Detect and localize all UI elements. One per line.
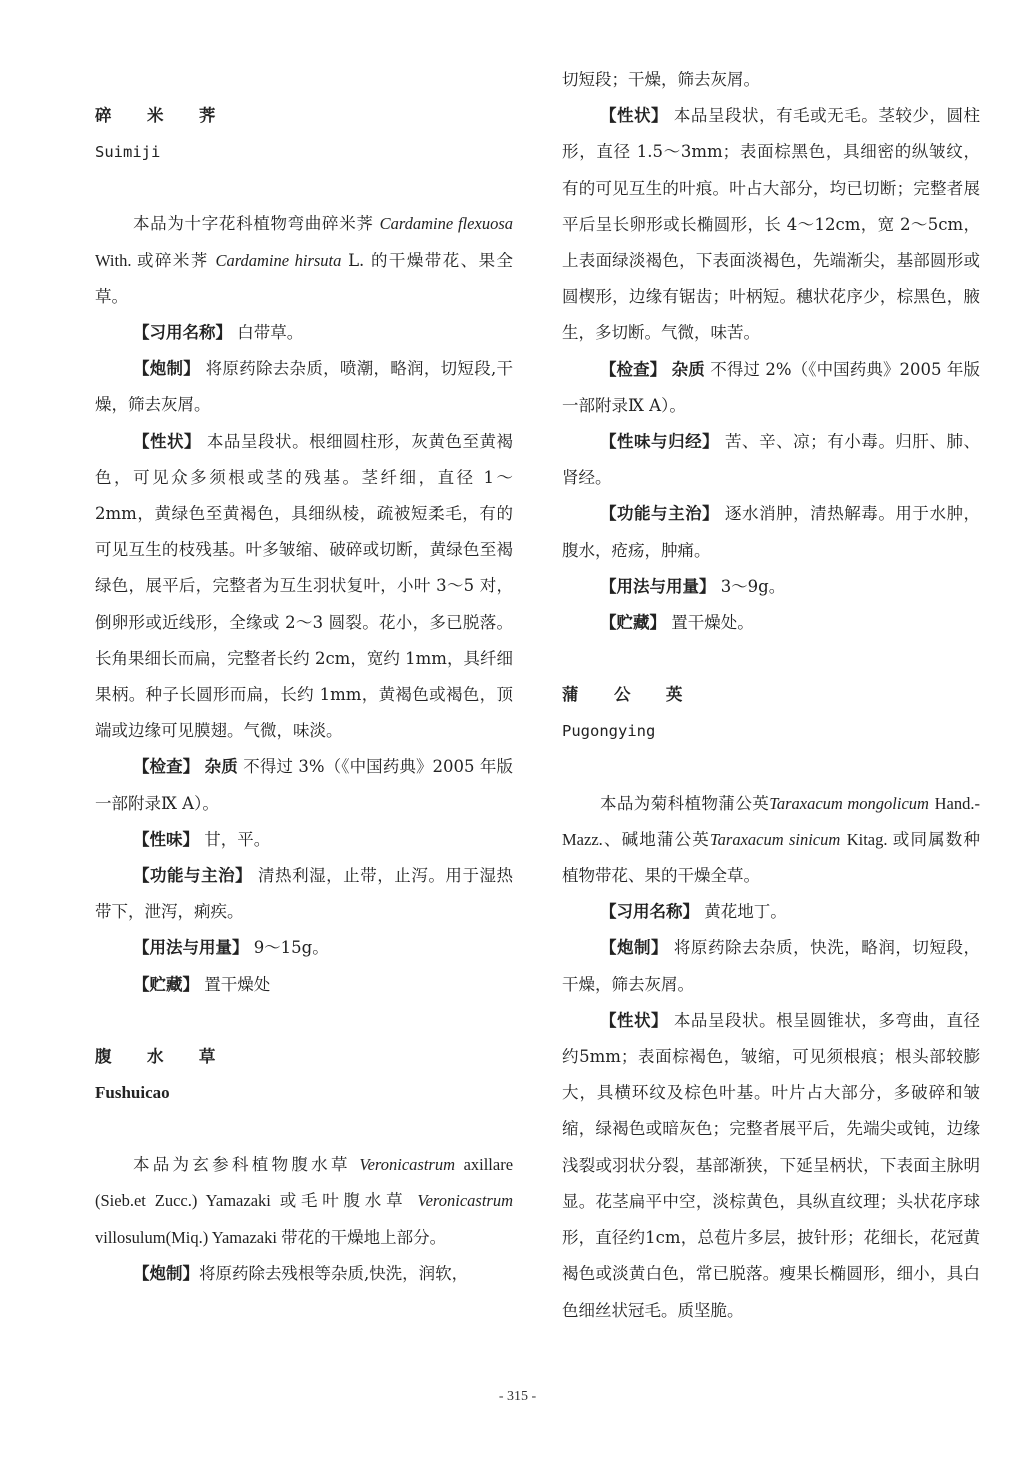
section-text: 3～9g。 bbox=[720, 576, 786, 596]
section-text: 不得过 3%（《中国药典》2005 年版一部附录Ⅸ A）。 bbox=[95, 757, 513, 813]
section-label: 【炮制】 bbox=[132, 359, 201, 379]
taste-paragraph bbox=[95, 822, 513, 858]
latin-name: Veronicastrum bbox=[359, 1155, 455, 1175]
source-text: 本品为十字花科植物弯曲碎米荠 bbox=[132, 214, 374, 234]
processing-paragraph bbox=[95, 1256, 513, 1292]
function-paragraph bbox=[562, 496, 980, 568]
processing-paragraph bbox=[562, 930, 980, 1002]
section-label: 【炮制】 bbox=[599, 938, 669, 958]
usage-paragraph bbox=[95, 930, 513, 966]
section-label: 【性味】 bbox=[132, 829, 199, 849]
section-text: 将原药除去杂质，快洗，略润，切短段，干燥，筛去灰屑。 bbox=[562, 938, 981, 994]
section-label: 【功能与主治】 bbox=[599, 504, 720, 524]
latin-name: Cardamine flexuosa bbox=[379, 214, 514, 234]
section-label: 【检查】 bbox=[599, 359, 667, 379]
section-text: 本品呈段状。根细圆柱形，灰黄色至黄褐色，可见众多须根或茎的残基。茎纤细，直径 1～2mm，黄绿色至黄褐色，具细纵棱，疏被短柔毛，有的可见互生的枝残基。叶多皱缩、破碎或切断，黄绿色至褐绿色，展平后，完整者为互生羽状复叶，小叶 3～5 对，倒卵形或近线形，全缘或 2～3 圆裂。花小，多已脱落。长角果细长而扁，完整者长约 2cm，宽约 1mm，具纤细果柄。种子长圆形而扁，长约 1mm，黄褐色或褐色，顶端或边缘可见膜翅。气微，味淡。 bbox=[95, 431, 514, 741]
sub-label: 杂质 bbox=[671, 359, 705, 379]
section-text: 置干燥处 bbox=[204, 974, 271, 994]
processing-paragraph bbox=[95, 351, 513, 423]
source-text: axillare (Sieb.et Zucc.) Yamazaki 或毛叶腹水草 bbox=[95, 1155, 514, 1211]
latin-name: Taraxacum sinicum bbox=[710, 829, 841, 849]
latin-name: Taraxacum mongolicum bbox=[769, 793, 929, 813]
section-label: 【功能与主治】 bbox=[132, 866, 253, 886]
characteristics-paragraph bbox=[95, 424, 513, 750]
section-label: 【性状】 bbox=[132, 431, 202, 451]
source-text: 本品为玄参科植物腹水草 bbox=[132, 1155, 351, 1175]
processing-continuation: 切短段；干燥，筛去灰屑。 bbox=[562, 70, 760, 89]
section-text: 白带草。 bbox=[237, 323, 304, 343]
inspection-paragraph bbox=[562, 352, 980, 424]
inspection-paragraph bbox=[95, 749, 513, 821]
section-label: 【贮藏】 bbox=[132, 974, 199, 994]
section-text: 黄花地丁。 bbox=[704, 902, 787, 922]
section-text: 9～15g。 bbox=[253, 938, 329, 958]
entry-pinyin-fushuicao: Fushuicao bbox=[95, 1083, 170, 1103]
section-label: 【习用名称】 bbox=[132, 323, 232, 343]
page-number: - 315 - bbox=[498, 1389, 537, 1404]
source-paragraph bbox=[95, 206, 513, 315]
entry-title-pugongying: 蒲 公 英 bbox=[562, 685, 698, 705]
section-text: 逐水消肿，清热解毒。用于水肿，腹水，疮疡，肿痛。 bbox=[562, 504, 981, 560]
source-text: L. 的干燥带花、果全草。 bbox=[95, 250, 514, 306]
section-label: 【性状】 bbox=[599, 106, 669, 126]
section-label: 【炮制】 bbox=[132, 1263, 199, 1283]
source-text: Kitag. 或同属数种植物带花、果的干燥全草。 bbox=[562, 829, 980, 886]
latin-name: Veronicastrum bbox=[417, 1191, 513, 1211]
storage-paragraph bbox=[562, 605, 980, 641]
section-text: 将原药除去残根等杂质,快洗，润软， bbox=[198, 1263, 469, 1283]
section-text: 不得过 2%（《中国药典》2005 年版一部附录Ⅸ A）。 bbox=[562, 359, 980, 415]
alias-paragraph bbox=[562, 894, 980, 930]
section-label: 【用法与用量】 bbox=[132, 938, 249, 958]
source-paragraph bbox=[95, 1147, 513, 1256]
section-text: 清热利湿，止带，止泻。用于湿热带下，泄泻，痢疾。 bbox=[95, 866, 514, 922]
characteristics-paragraph bbox=[562, 98, 980, 351]
right-column bbox=[562, 62, 980, 1329]
storage-paragraph bbox=[95, 967, 513, 1003]
section-label: 【习用名称】 bbox=[599, 902, 699, 922]
section-text: 将原药除去杂质，喷潮，略润，切短段,干燥，筛去灰屑。 bbox=[95, 359, 514, 415]
sub-label: 杂质 bbox=[204, 757, 238, 777]
function-paragraph bbox=[95, 858, 513, 930]
section-label: 【检查】 bbox=[132, 757, 200, 777]
entry-pinyin-suimiji: Suimiji bbox=[95, 143, 161, 162]
source-text: With. 或碎米荠 bbox=[95, 250, 209, 270]
section-text: 苦、辛、凉；有小毒。归肝、肺、肾经。 bbox=[562, 432, 981, 488]
taste-meridian-paragraph bbox=[562, 424, 980, 496]
usage-paragraph bbox=[562, 569, 980, 605]
alias-paragraph bbox=[95, 315, 513, 351]
entry-pinyin-pugongying: Pugongying bbox=[562, 722, 656, 741]
source-text: 本品为菊科植物蒲公英 bbox=[599, 793, 770, 813]
section-label: 【性状】 bbox=[599, 1010, 669, 1030]
section-label: 【用法与用量】 bbox=[599, 576, 716, 596]
source-text: Hand.-Mazz.、碱地蒲公英 bbox=[562, 793, 980, 849]
entry-title-suimiji: 碎 米 荠 bbox=[95, 106, 231, 125]
source-paragraph bbox=[562, 786, 980, 895]
section-text: 甘，平。 bbox=[204, 829, 271, 849]
section-text: 置干燥处。 bbox=[671, 613, 754, 633]
left-column bbox=[95, 62, 513, 1292]
section-label: 【贮藏】 bbox=[599, 613, 666, 633]
source-text: villosulum(Miq.) Yamazaki 带花的干燥地上部分。 bbox=[95, 1227, 447, 1247]
characteristics-paragraph bbox=[562, 1003, 980, 1329]
section-text: 本品呈段状，有毛或无毛。茎较少，圆柱形，直径 1.5～3mm；表面棕黑色，具细密的纵皱纹，有的可见互生的叶痕。叶占大部分，均已切断；完整者展平后呈长卵形或长椭圆形，长 4～12cm，宽 2～5cm，上表面绿淡褐色，下表面淡褐色，先端渐尖，基部圆形或圆楔形，边缘有锯齿；叶柄短。穗状花序少，棕黑色，腋生，多切断。气微，味苦。 bbox=[562, 106, 981, 343]
section-label: 【性味与归经】 bbox=[599, 432, 720, 452]
latin-name: Cardamine hirsuta bbox=[215, 250, 342, 270]
entry-title-fushuicao: 腹 水 草 bbox=[95, 1046, 231, 1066]
section-text: 本品呈段状。根呈圆锥状，多弯曲，直径约5mm；表面棕褐色，皱缩，可见须根痕；根头部较膨大，具横环纹及棕色叶基。叶片占大部分，多破碎和皱缩，绿褐色或暗灰色；完整者展平后，先端尖或钝，边缘浅裂或羽状分裂，基部渐狭，下延呈柄状，下表面主脉明显。花茎扁平中空，淡棕黄色，具纵直纹理；头状花序球形，直径约1cm，总苞片多层，披针形；花细长，花冠黄褐色或淡黄白色，常已脱落。瘦果长椭圆形，细小，具白色细丝状冠毛。质坚脆。 bbox=[562, 1010, 981, 1320]
